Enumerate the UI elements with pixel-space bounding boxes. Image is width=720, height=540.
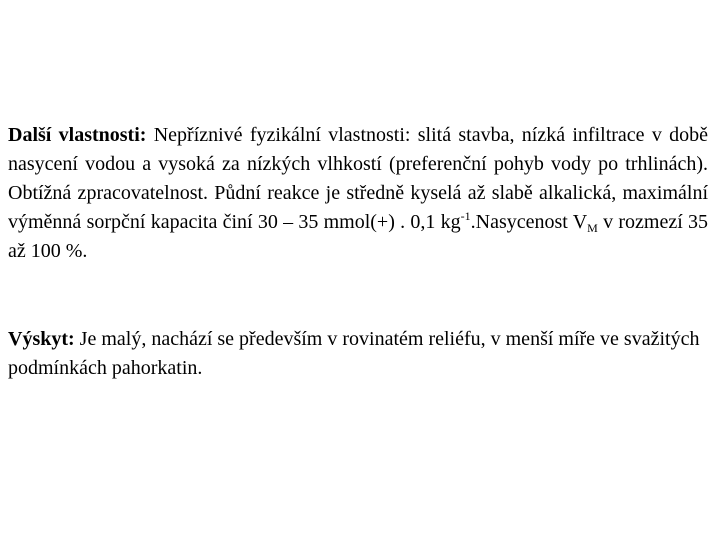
properties-text: Nepříznivé fyzikální vlastnosti: slitá stavba, nízká infiltrace v době nasycení vodou a vysoká za nízkých vlhkostí (preferenční pohyb vody po trhlinách). Obtížná zpracovatelnost. Půdní reakce je středně kyselá až slabě alkalická, maximální výměnná sorpční kapacita činí 30 – 35 mmol(+) . 0,1 kg	[8, 124, 708, 233]
occurrence-text: Je malý, nachází se především v rovinatém reliéfu, v menší míře ve svažitých podmínkách pahorkatin.	[8, 328, 700, 379]
unit-exponent: -1	[460, 209, 471, 223]
occurrence-heading: Výskyt:	[8, 328, 75, 350]
saturation-text: .Nasycenost V	[470, 211, 588, 233]
occurrence-paragraph	[8, 325, 708, 383]
saturation-range-text: v rozmezí 35 až 100 %.	[8, 211, 709, 262]
properties-heading: Další vlastnosti:	[8, 124, 147, 146]
properties-paragraph	[8, 121, 708, 266]
saturation-subscript: M	[587, 221, 598, 235]
